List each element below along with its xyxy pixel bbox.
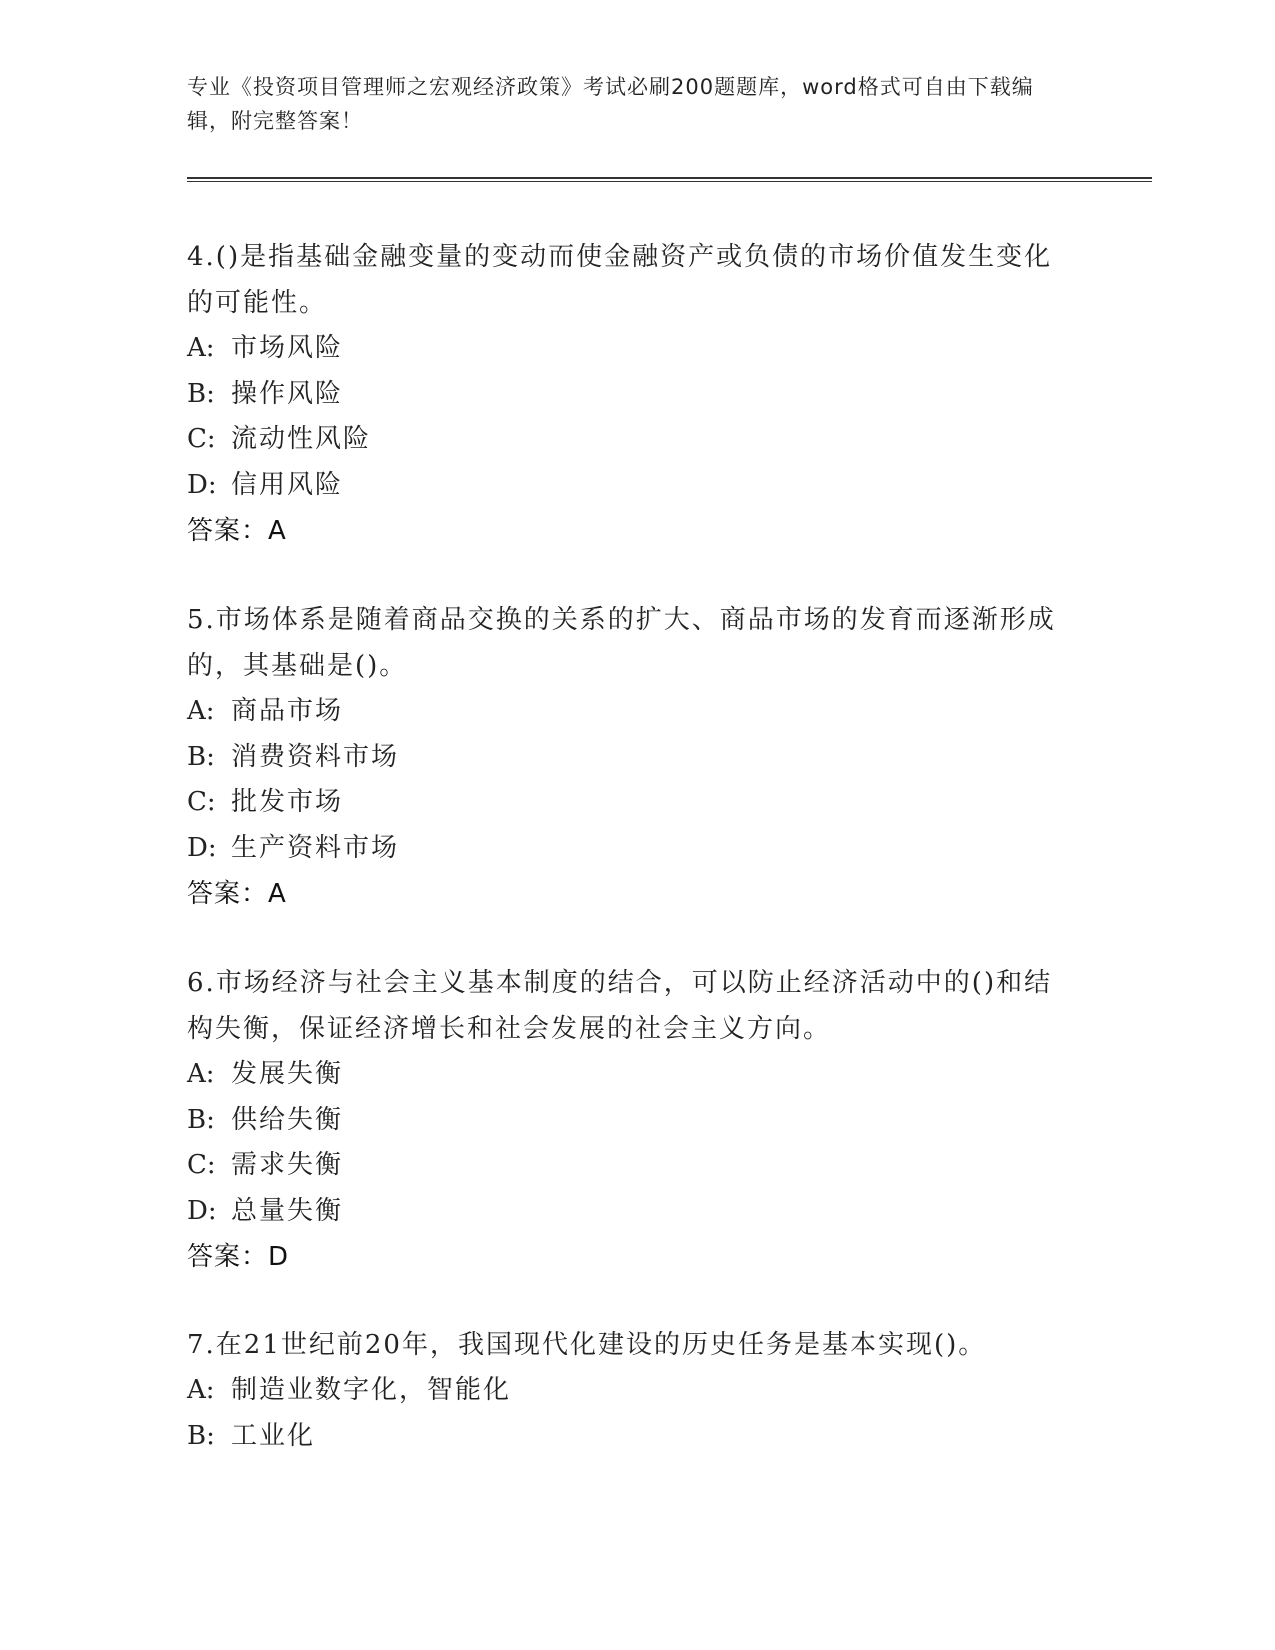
option-text: 需求失衡 [231, 1150, 344, 1180]
option-b [187, 1414, 1067, 1460]
option-key: A: [187, 696, 215, 726]
option-key: B: [187, 378, 215, 409]
option-key: C: [187, 424, 216, 454]
option-c [187, 780, 1067, 826]
option-text: 操作风险 [231, 378, 344, 409]
option-key: D: [187, 1195, 217, 1226]
option-d [187, 826, 1067, 872]
question-6 [187, 960, 1067, 1280]
option-c [187, 417, 1067, 463]
option-text: 总量失衡 [231, 1195, 344, 1226]
option-text: 工业化 [231, 1420, 316, 1451]
option-key: B: [187, 1420, 215, 1451]
header-divider-thin [187, 181, 1152, 182]
question-text: 7.在21世纪前20年，我国现代化建设的历史任务是基本实现()。 [187, 1330, 987, 1360]
option-a [187, 1368, 1067, 1414]
answer-line: 答案：A [187, 516, 287, 546]
question-text: 6.市场经济与社会主义基本制度的结合，可以防止经济活动中的()和结构失衡，保证经济增长和社会发展的社会主义方向。 [187, 968, 1053, 1044]
answer-line: 答案：A [187, 879, 287, 909]
option-a [187, 1052, 1067, 1098]
option-b [187, 372, 1067, 418]
option-a [187, 326, 1067, 372]
option-text: 发展失衡 [231, 1059, 344, 1089]
option-key: D: [187, 469, 217, 500]
option-text: 批发市场 [231, 787, 344, 817]
option-d [187, 1189, 1067, 1235]
option-text: 市场风险 [231, 333, 344, 363]
option-key: B: [187, 1104, 215, 1135]
question-7 [187, 1322, 1067, 1459]
question-text: 5.市场体系是随着商品交换的关系的扩大、商品市场的发育而逐渐形成的，其基础是()。 [187, 605, 1056, 681]
option-a [187, 689, 1067, 735]
header-divider [187, 177, 1152, 179]
option-key: C: [187, 787, 216, 817]
option-text: 生产资料市场 [231, 832, 400, 863]
answer-line: 答案：D [187, 1242, 290, 1272]
option-key: A: [187, 333, 215, 363]
option-text: 商品市场 [231, 696, 344, 726]
option-key: C: [187, 1150, 216, 1180]
option-text: 消费资料市场 [231, 741, 400, 772]
option-key: B: [187, 741, 215, 772]
option-key: D: [187, 832, 217, 863]
option-b [187, 1098, 1067, 1144]
question-text: 4.()是指基础金融变量的变动而使金融资产或负债的市场价值发生变化的可能性。 [187, 242, 1053, 318]
option-b [187, 735, 1067, 781]
option-key: A: [187, 1059, 215, 1089]
question-5 [187, 597, 1067, 917]
option-text: 流动性风险 [231, 424, 372, 454]
option-c [187, 1143, 1067, 1189]
option-d [187, 463, 1067, 509]
option-text: 供给失衡 [231, 1104, 344, 1135]
option-key: A: [187, 1375, 215, 1405]
option-text: 信用风险 [231, 469, 344, 500]
option-text: 制造业数字化，智能化 [231, 1375, 512, 1405]
document-header: 专业《投资项目管理师之宏观经济政策》考试必刷200题题库，word格式可自由下载编辑，附完整答案！ [187, 75, 1034, 133]
question-4 [187, 234, 1067, 554]
